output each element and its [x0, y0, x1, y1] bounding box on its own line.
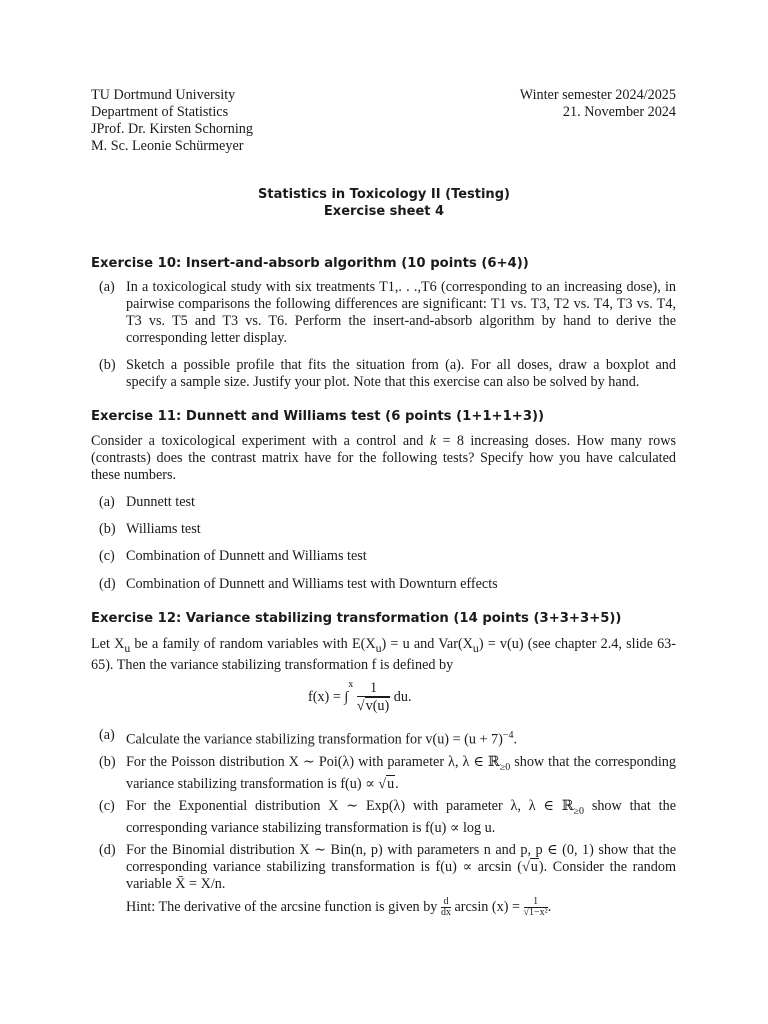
item-text	[126, 798, 676, 837]
item-label: (c)	[99, 798, 115, 814]
item-text-part: Calculate the variance stabilizing transformation for v(u) = (u + 7)	[126, 731, 503, 748]
fraction-denominator: √1−x²	[523, 907, 548, 918]
header-left-block	[91, 87, 253, 155]
exercise-12-hint	[126, 897, 676, 918]
vst-formula	[308, 676, 412, 720]
university-name: TU Dortmund University	[91, 87, 236, 103]
item-text-part: ). Consider the random variable X̄ = X/n.	[126, 859, 677, 892]
item-label: (b)	[99, 521, 116, 537]
professor-name: JProf. Dr. Kirsten Schorning	[91, 121, 253, 137]
item-label: (a)	[99, 494, 115, 510]
exercise-12-item-c	[91, 798, 676, 837]
semester-label: Winter semester 2024/2025	[519, 87, 676, 103]
exercise-12-item-a	[91, 727, 676, 749]
item-text	[126, 842, 676, 893]
item-text-part: For the Poisson distribution X ∼ Poi(λ) with parameter λ, λ ∈ ℝ	[126, 754, 500, 770]
item-text-part: For the Exponential distribution X ∼ Exp(λ) with parameter λ, λ ∈ ℝ	[126, 798, 574, 814]
item-text: Dunnett test	[126, 494, 195, 510]
subscript: ≥0	[499, 761, 511, 773]
item-text	[126, 754, 676, 793]
exercise-11-item-d	[91, 576, 676, 593]
department-name: Department of Statistics	[91, 104, 229, 120]
sqrt-argument: u	[530, 859, 538, 875]
item-label: (b)	[99, 357, 116, 373]
intro-part: Let X	[91, 636, 125, 652]
exercise-12-heading: Exercise 12: Variance stabilizing transformation (14 points (3+3+3+5))	[91, 611, 622, 626]
item-label: (a)	[99, 727, 115, 743]
exercise-11-intro	[91, 433, 676, 484]
subscript: ≥0	[573, 805, 585, 817]
item-text-part: For the Binomial distribution X ∼ Bin(n, p) with parameters n and p, p ∈ (0, 1) show that the corresponding variance stabilizing transformation is f(u) ∝ arcsin (√	[126, 842, 676, 875]
item-text-part: show that the corresponding variance stabilizing transformation is f(u) ∝ √	[126, 754, 676, 792]
subscript-u: u	[472, 640, 479, 655]
item-text: In a toxicological study with six treatments T1,. . .,T6 (corresponding to an increasing dose), in pairwise comparisons the following differences are significant: T1 vs. T3, T2 vs. T4, T3 vs. T4, T3 vs. T5 and T3 vs. T6. Perform the insert-and-absorb algorithm by hand to derive the corresponding letter display.	[126, 279, 676, 346]
header-right-block	[520, 87, 676, 121]
exercise-10-heading: Exercise 10: Insert-and-absorb algorithm (10 points (6+4))	[91, 256, 529, 271]
exercise-11-item-b	[91, 521, 676, 538]
integral-upper-limit: x	[348, 679, 354, 690]
assistant-name: M. Sc. Leonie Schürmeyer	[91, 138, 244, 154]
exercise-12-item-b	[91, 754, 676, 793]
exercise-10-item-b	[91, 357, 676, 391]
exponent: −4	[502, 730, 514, 741]
item-text: Combination of Dunnett and Williams test with Downturn effects	[126, 576, 498, 592]
exercise-12-intro	[91, 636, 676, 674]
fraction-numerator: 1	[524, 897, 548, 908]
sqrt-argument: v(u)	[365, 698, 390, 715]
item-text	[126, 727, 676, 749]
item-text: Williams test	[126, 521, 201, 537]
hint-text: Hint: The derivative of the arcsine function is given by	[126, 898, 441, 915]
course-title: Statistics in Toxicology II (Testing)	[258, 187, 510, 202]
item-text: Combination of Dunnett and Williams test	[126, 548, 367, 564]
item-label: (c)	[99, 548, 115, 564]
intro-part: be a family of random variables with E(X	[130, 636, 376, 652]
sheet-date: 21. November 2024	[562, 104, 676, 120]
arcsine-derivative-fraction	[524, 897, 548, 918]
derivative-denominator: dx	[440, 907, 451, 918]
intro-text: Consider a toxicological experiment with a control and	[91, 433, 430, 449]
exercise-10-item-a	[91, 279, 676, 347]
variable-k: k	[429, 433, 437, 449]
sqrt-argument: u	[387, 775, 395, 792]
item-text-end: .	[395, 775, 399, 792]
fraction-denominator: √v(u)	[356, 698, 390, 715]
hint-text-cont: arcsin (x) =	[450, 898, 524, 915]
subscript-u: u	[124, 640, 131, 655]
item-label: (a)	[99, 279, 115, 295]
hint-end: .	[547, 898, 552, 915]
item-text-end: .	[513, 731, 518, 748]
exercise-11-heading: Exercise 11: Dunnett and Williams test (6 points (1+1+1+3))	[91, 409, 545, 424]
formula-lhs: f(x) = ∫	[308, 689, 349, 706]
derivative-operator	[441, 897, 451, 918]
exercise-11-item-c	[91, 548, 676, 565]
exercise-11-item-a	[91, 494, 676, 511]
derivative-numerator: d	[441, 897, 451, 908]
intro-text-cont: = 8 increasing doses. How many rows (contrasts) does the contrast matrix have for the following tests? Specify how you have calculated these numbers.	[91, 433, 676, 483]
item-label: (d)	[99, 576, 116, 592]
item-text-part: show that the corresponding variance stabilizing transformation is f(u) ∝ log u.	[126, 798, 676, 836]
fraction-numerator: 1	[357, 680, 390, 697]
formula-tail: du.	[390, 689, 412, 706]
item-label: (b)	[99, 754, 116, 770]
formula-fraction	[357, 680, 390, 715]
intro-part: ) = u and Var(X	[381, 636, 473, 652]
item-label: (d)	[99, 842, 116, 858]
intro-part: ) = v(u) (see chapter 2.4, slide 63-65). Then the variance stabilizing transformation f is defined by	[91, 636, 676, 673]
subscript-u: u	[375, 640, 382, 655]
exercise-12-item-d	[91, 842, 676, 893]
item-text: Sketch a possible profile that fits the situation from (a). For all doses, draw a boxplot and specify a sample size. Justify your plot. Note that this exercise can also be solved by hand.	[126, 357, 676, 390]
sheet-title: Exercise sheet 4	[323, 204, 445, 219]
document-title	[0, 186, 768, 220]
